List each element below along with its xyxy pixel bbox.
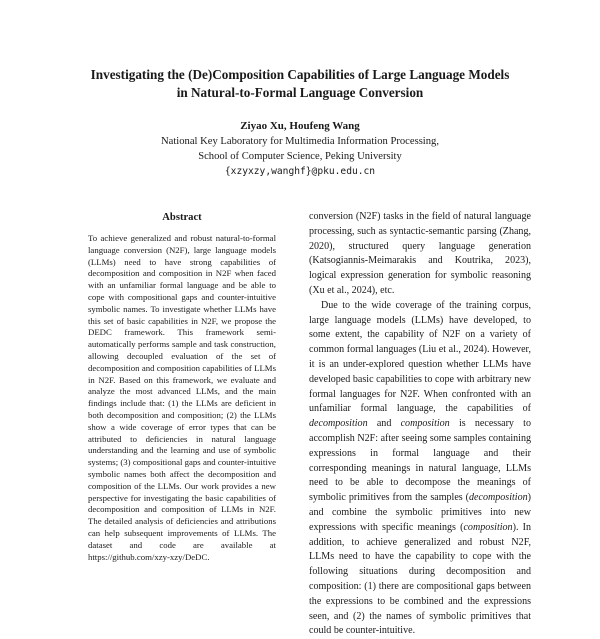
author-email: {xzyxzy,wanghf}@pku.edu.cn <box>224 166 376 177</box>
paren-decomposition: decomposition <box>469 492 528 504</box>
intro-paragraph-2-part-b: and <box>367 418 401 430</box>
affiliation-line-1: National Key Laboratory for Multimedia Information Processing, <box>160 136 439 147</box>
emphasis-composition: composition <box>400 418 450 430</box>
intro-paragraph-2-part-a: Due to the wide coverage of the training corpus, large language models (LLMs) have developed, to some extent, the capability of N2F on a variety of common formal languages (Liu et al., 2024). However, it is an under-explored question whether LLMs have developed basic capabilities to cope with arbitrary new formal languages for N2F. When confronted with an unfamiliar formal language, the capabilities of <box>309 299 531 415</box>
paper-title <box>40 66 560 102</box>
author-list: Ziyao Xu, Houfeng Wang <box>240 120 360 132</box>
paper-title-line-2: in Natural-to-Formal Language Conversion <box>176 85 424 100</box>
emphasis-decomposition: decomposition <box>309 418 368 430</box>
abstract-heading: Abstract <box>162 212 202 223</box>
intro-paragraph-1: conversion (N2F) tasks in the field of natural language processing, such as syntactic-semantic parsing (Zhang, 2020), structured query language generation (Katsogiannis-Meimarakis and Koutrika, 2023), logical expression generation for symbolic reasoning (Xu et al., 2024), etc. <box>309 211 531 296</box>
intro-paragraph-2-part-d: ) and combine the symbolic primitives into new expressions with specific meanings ( <box>309 492 531 533</box>
abstract-body: To achieve generalized and robust natural-to-formal language conversion (N2F), large language models (LLMs) need to have strong capabilities of decomposition and composition in N2F when faced with an unfamiliar formal language and be able to cope with compositional gaps and counter-intuitive symbolic names. To investigate whether LLMs have this set of basic capabilities in N2F, we propose the DEDC framework. This framework semi-automatically performs sample and task construction, allowing decoupled evaluation of the set of decomposition and composition capabilities of LLMs in N2F. Based on this framework, we evaluate and analyze the most advanced LLMs, and the main findings include that: (1) the LLMs are deficient in both decomposition and composition; (2) the LLMs show a wide coverage of error types that can be attributed to deficiencies in natural language understanding and the learning and use of symbolic systems; (3) compositional gaps and counter-intuitive symbolic names both affect the decomposition and composition of the LLMs. Our work provides a new perspective for investigating the basic capabilities of decomposition and composition of LLMs in N2F. The detailed analysis of deficiencies and attributions can help subsequent improvements of LLMs. The dataset and code are available at https://github.com/xzy-xzy/DeDC. <box>88 233 276 562</box>
intro-paragraph-2 <box>309 299 531 639</box>
intro-paragraph-2-part-e: ). In addition, to achieve generalized and robust N2F, LLMs need to have the capability to cope with the following situations during decomposition and composition: (1) there are compositional gaps between the expressions to be combined and the expressions seen, and (2) the names of symbolic primitives that could be counter-intuitive. <box>309 521 531 637</box>
paren-composition: composition <box>463 521 513 533</box>
affiliation-block <box>40 134 560 179</box>
intro-paragraph-2-part-c: is necessary to accomplish N2F: after seeing some samples containing expressions in formal language and their corresponding meanings in natural language, LLMs need to be able to decompose the meanings of symbolic primitives from the samples ( <box>309 418 531 504</box>
introduction-column <box>309 210 531 637</box>
paper-title-line-1: Investigating the (De)Composition Capabilities of Large Language Models <box>90 67 510 82</box>
affiliation-line-2: School of Computer Science, Peking University <box>198 151 402 162</box>
